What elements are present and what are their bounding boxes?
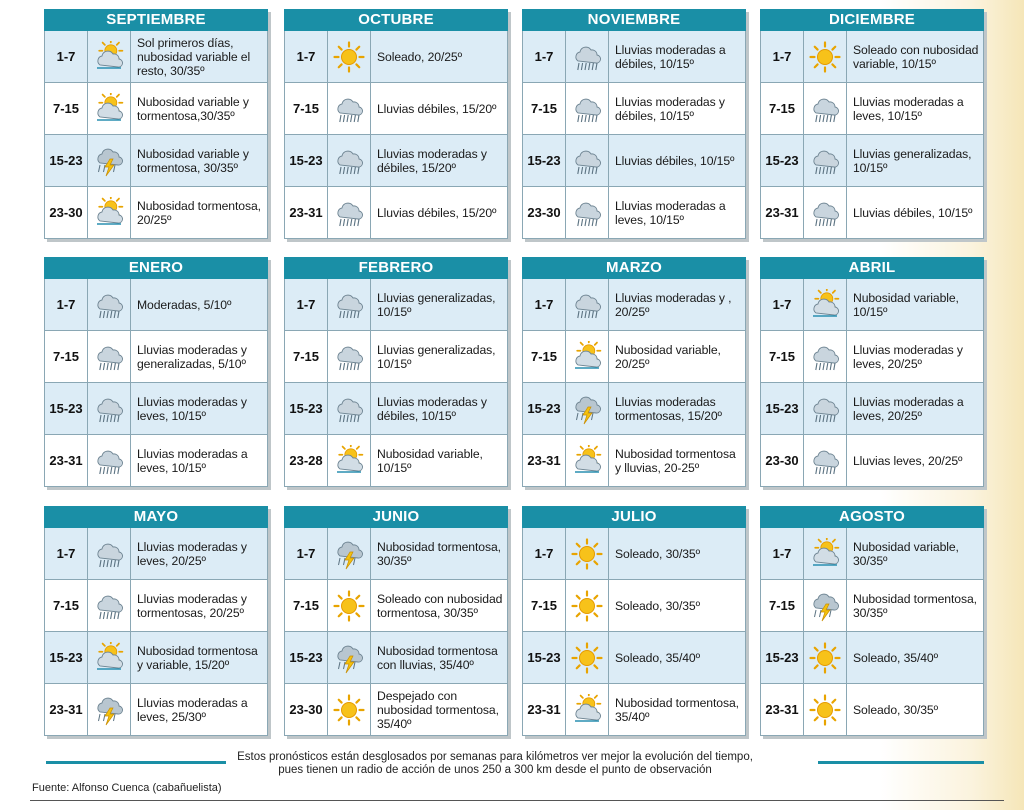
week-days: 7-15	[285, 83, 328, 134]
sun-icon	[566, 528, 609, 579]
partly-cloudy-icon	[566, 331, 609, 382]
week-rows	[760, 31, 984, 239]
week-days: 23-30	[523, 187, 566, 238]
week-days: 1-7	[285, 31, 328, 82]
forecast-text: Nubosidad tormentosa, 30/35º	[377, 539, 501, 568]
partly-cloudy-icon	[88, 31, 131, 82]
week-row	[760, 383, 984, 435]
partly-cloudy-icon	[88, 187, 131, 238]
storm-icon	[88, 135, 131, 186]
week-row	[522, 528, 746, 580]
week-row	[522, 279, 746, 331]
rain-cloud-icon	[328, 83, 371, 134]
week-days: 7-15	[45, 580, 88, 631]
week-days: 23-31	[761, 684, 804, 735]
rain-cloud-icon	[88, 383, 131, 434]
week-days: 1-7	[285, 279, 328, 330]
month-panel-enero	[44, 257, 268, 487]
sun-icon	[804, 684, 847, 735]
forecast-text: Nubosidad tormentosa, 30/35º	[853, 591, 977, 620]
sun-icon	[566, 632, 609, 683]
forecast-text: Nubosidad tormentosa, 35/40º	[615, 695, 739, 724]
week-days: 15-23	[761, 632, 804, 683]
sun-icon	[328, 684, 371, 735]
week-days: 15-23	[523, 632, 566, 683]
week-row	[44, 83, 268, 135]
partly-cloudy-icon	[804, 528, 847, 579]
forecast-text: Lluvias débiles, 10/15º	[615, 153, 735, 168]
rain-cloud-icon	[566, 83, 609, 134]
week-row	[284, 83, 508, 135]
forecast-text: Lluvias moderadas a leves, 20/25º	[853, 394, 964, 423]
month-panel-junio	[284, 506, 508, 736]
week-row	[760, 684, 984, 736]
forecast-text: Soleado, 30/35º	[615, 546, 700, 561]
week-rows	[760, 528, 984, 736]
week-days: 23-30	[761, 435, 804, 486]
forecast-text: Lluvias moderadas a leves, 10/15º	[137, 446, 248, 475]
week-days: 1-7	[523, 528, 566, 579]
week-days: 7-15	[285, 331, 328, 382]
sun-icon	[328, 31, 371, 82]
forecast-text: Lluvias moderadas a leves, 10/15º	[853, 94, 964, 123]
week-row	[284, 632, 508, 684]
partly-cloudy-icon	[328, 435, 371, 486]
forecast-text: Lluvias moderadas y leves, 10/15º	[137, 394, 247, 423]
month-title: MAYO	[44, 506, 268, 528]
partly-cloudy-icon	[566, 435, 609, 486]
forecast-text: Lluvias moderadas tormentosas, 15/20º	[615, 394, 722, 423]
week-days: 7-15	[285, 580, 328, 631]
week-days: 7-15	[45, 83, 88, 134]
week-row	[44, 187, 268, 239]
week-row	[44, 632, 268, 684]
forecast-text: Lluvias débiles, 15/20º	[377, 205, 497, 220]
week-days: 1-7	[761, 528, 804, 579]
week-days: 7-15	[761, 331, 804, 382]
forecast-text: Moderadas, 5/10º	[137, 297, 232, 312]
footer-note	[190, 751, 800, 777]
week-days: 23-28	[285, 435, 328, 486]
week-row	[760, 580, 984, 632]
forecast-text: Lluvias generalizadas, 10/15º	[377, 290, 496, 319]
week-row	[522, 31, 746, 83]
week-row	[284, 135, 508, 187]
forecast-text: Lluvias moderadas y , 20/25º	[615, 290, 732, 319]
week-row	[522, 435, 746, 487]
week-days: 15-23	[523, 383, 566, 434]
week-days: 7-15	[45, 331, 88, 382]
week-row	[760, 435, 984, 487]
week-row	[44, 383, 268, 435]
week-days: 23-31	[285, 187, 328, 238]
forecast-text: Nubosidad variable, 10/15º	[853, 290, 959, 319]
week-row	[760, 31, 984, 83]
month-panel-octubre	[284, 9, 508, 239]
month-title: JUNIO	[284, 506, 508, 528]
sun-icon	[804, 31, 847, 82]
sun-icon	[328, 580, 371, 631]
week-row	[760, 135, 984, 187]
partly-cloudy-icon	[88, 83, 131, 134]
week-rows	[760, 279, 984, 487]
week-rows	[44, 528, 268, 736]
week-row	[44, 135, 268, 187]
week-days: 1-7	[761, 279, 804, 330]
week-days: 1-7	[45, 528, 88, 579]
week-row	[44, 279, 268, 331]
partly-cloudy-icon	[566, 684, 609, 735]
forecast-text: Nubosidad tormentosa y variable, 15/20º	[137, 643, 258, 672]
partly-cloudy-icon	[88, 632, 131, 683]
rain-cloud-icon	[566, 279, 609, 330]
forecast-text: Soleado, 20/25º	[377, 49, 462, 64]
forecast-text: Nubosidad variable, 30/35º	[853, 539, 959, 568]
week-rows	[284, 528, 508, 736]
week-row	[284, 279, 508, 331]
week-days: 23-31	[523, 435, 566, 486]
storm-icon	[88, 684, 131, 735]
week-days: 23-31	[45, 684, 88, 735]
week-row	[44, 580, 268, 632]
week-days: 15-23	[45, 383, 88, 434]
month-title: NOVIEMBRE	[522, 9, 746, 31]
week-row	[522, 83, 746, 135]
week-row	[44, 528, 268, 580]
month-title: FEBRERO	[284, 257, 508, 279]
forecast-text: Sol primeros días, nubosidad variable el resto, 30/35º	[137, 35, 251, 78]
forecast-text: Soleado, 35/40º	[853, 650, 938, 665]
forecast-text: Despejado con nubosidad tormentosa, 35/40º	[377, 688, 499, 731]
month-title: AGOSTO	[760, 506, 984, 528]
forecast-text: Lluvias generalizadas, 10/15º	[377, 342, 496, 371]
week-row	[522, 187, 746, 239]
week-row	[760, 279, 984, 331]
month-title: MARZO	[522, 257, 746, 279]
week-days: 15-23	[285, 632, 328, 683]
week-row	[44, 684, 268, 736]
forecast-text: Lluvias moderadas y leves, 20/25º	[137, 539, 247, 568]
sun-icon	[566, 580, 609, 631]
forecast-text: Nubosidad tormentosa con lluvias, 35/40º	[377, 643, 498, 672]
month-title: DICIEMBRE	[760, 9, 984, 31]
week-rows	[284, 279, 508, 487]
rain-cloud-icon	[328, 331, 371, 382]
week-days: 15-23	[761, 383, 804, 434]
rain-cloud-icon	[88, 435, 131, 486]
rain-cloud-icon	[328, 279, 371, 330]
rain-cloud-icon	[804, 383, 847, 434]
week-days: 1-7	[761, 31, 804, 82]
rain-cloud-icon	[566, 135, 609, 186]
rain-cloud-icon	[804, 135, 847, 186]
forecast-text: Soleado con nubosidad variable, 10/15º	[853, 42, 979, 71]
rain-cloud-icon	[566, 187, 609, 238]
week-days: 23-31	[761, 187, 804, 238]
week-days: 15-23	[45, 135, 88, 186]
forecast-text: Soleado con nubosidad tormentosa, 30/35º	[377, 591, 503, 620]
forecast-text: Soleado, 30/35º	[853, 702, 938, 717]
week-row	[284, 435, 508, 487]
week-rows	[44, 279, 268, 487]
week-row	[284, 684, 508, 736]
week-row	[760, 632, 984, 684]
week-row	[522, 580, 746, 632]
forecast-text: Lluvias generalizadas, 10/15º	[853, 146, 972, 175]
month-panel-noviembre	[522, 9, 746, 239]
week-row	[284, 528, 508, 580]
month-title: SEPTIEMBRE	[44, 9, 268, 31]
forecast-text: Lluvias moderadas y débiles, 15/20º	[377, 146, 487, 175]
week-days: 15-23	[45, 632, 88, 683]
rain-cloud-icon	[88, 528, 131, 579]
week-row	[760, 187, 984, 239]
forecast-text: Nubosidad tormentosa y lluvias, 20-25º	[615, 446, 736, 475]
week-row	[522, 383, 746, 435]
week-rows	[522, 528, 746, 736]
week-row	[44, 31, 268, 83]
week-days: 15-23	[285, 383, 328, 434]
week-row	[760, 528, 984, 580]
week-row	[760, 83, 984, 135]
week-row	[522, 684, 746, 736]
rain-cloud-icon	[804, 435, 847, 486]
forecast-text: Nubosidad tormentosa, 20/25º	[137, 198, 261, 227]
week-row	[284, 331, 508, 383]
rain-cloud-icon	[804, 187, 847, 238]
month-title: JULIO	[522, 506, 746, 528]
week-row	[44, 331, 268, 383]
forecast-text: Lluvias moderadas y leves, 20/25º	[853, 342, 963, 371]
week-days: 1-7	[523, 31, 566, 82]
week-rows	[284, 31, 508, 239]
week-days: 1-7	[285, 528, 328, 579]
week-rows	[522, 31, 746, 239]
week-days: 15-23	[761, 135, 804, 186]
source-credit: Fuente: Alfonso Cuenca (cabañuelista)	[32, 782, 222, 794]
rain-cloud-icon	[804, 83, 847, 134]
month-panel-mayo	[44, 506, 268, 736]
month-panel-septiembre	[44, 9, 268, 239]
rain-cloud-icon	[88, 279, 131, 330]
month-title: OCTUBRE	[284, 9, 508, 31]
week-days: 7-15	[761, 83, 804, 134]
week-days: 23-31	[523, 684, 566, 735]
forecast-text: Soleado, 30/35º	[615, 598, 700, 613]
week-days: 23-30	[285, 684, 328, 735]
forecast-text: Nubosidad variable y tormentosa, 30/35º	[137, 146, 249, 175]
week-rows	[44, 31, 268, 239]
forecast-text: Lluvias moderadas y generalizadas, 5/10º	[137, 342, 247, 371]
week-days: 23-31	[45, 435, 88, 486]
rain-cloud-icon	[328, 383, 371, 434]
storm-icon	[804, 580, 847, 631]
month-panel-diciembre	[760, 9, 984, 239]
forecast-text: Nubosidad variable y tormentosa,30/35º	[137, 94, 249, 123]
week-row	[284, 383, 508, 435]
week-row	[760, 331, 984, 383]
partly-cloudy-icon	[804, 279, 847, 330]
rain-cloud-icon	[88, 580, 131, 631]
forecast-text: Lluvias moderadas y débiles, 10/15º	[377, 394, 487, 423]
week-days: 1-7	[45, 31, 88, 82]
week-days: 1-7	[45, 279, 88, 330]
week-days: 1-7	[523, 279, 566, 330]
rain-cloud-icon	[804, 331, 847, 382]
footer-note-line2: pues tienen un radio de acción de unos 250 a 300 km desde el punto de observación	[278, 764, 712, 776]
month-panel-agosto	[760, 506, 984, 736]
rain-cloud-icon	[566, 31, 609, 82]
forecast-text: Lluvias moderadas a leves, 25/30º	[137, 695, 248, 724]
forecast-text: Lluvias moderadas y tormentosas, 20/25º	[137, 591, 247, 620]
week-row	[284, 187, 508, 239]
month-panel-julio	[522, 506, 746, 736]
forecast-text: Nubosidad variable, 20/25º	[615, 342, 721, 371]
storm-icon	[328, 528, 371, 579]
forecast-text: Lluvias moderadas y débiles, 10/15º	[615, 94, 725, 123]
forecast-text: Nubosidad variable, 10/15º	[377, 446, 483, 475]
month-title: ABRIL	[760, 257, 984, 279]
week-row	[522, 135, 746, 187]
storm-icon	[566, 383, 609, 434]
rain-cloud-icon	[328, 187, 371, 238]
week-days: 15-23	[285, 135, 328, 186]
month-panel-febrero	[284, 257, 508, 487]
rain-cloud-icon	[328, 135, 371, 186]
week-days: 15-23	[523, 135, 566, 186]
week-days: 23-30	[45, 187, 88, 238]
month-panel-marzo	[522, 257, 746, 487]
bottom-rule	[30, 800, 1004, 801]
rain-cloud-icon	[88, 331, 131, 382]
forecast-text: Lluvias moderadas a leves, 10/15º	[615, 198, 726, 227]
week-row	[284, 580, 508, 632]
week-row	[44, 435, 268, 487]
storm-icon	[328, 632, 371, 683]
week-days: 7-15	[523, 580, 566, 631]
week-row	[522, 632, 746, 684]
month-title: ENERO	[44, 257, 268, 279]
week-row	[284, 31, 508, 83]
forecast-text: Soleado, 35/40º	[615, 650, 700, 665]
forecast-text: Lluvias débiles, 10/15º	[853, 205, 973, 220]
forecast-text: Lluvias débiles, 15/20º	[377, 101, 497, 116]
week-row	[522, 331, 746, 383]
week-days: 7-15	[523, 83, 566, 134]
week-days: 7-15	[761, 580, 804, 631]
footer-note-line1: Estos pronósticos están desglosados por semanas para kilómetros ver mejor la evolución del tiempo,	[237, 751, 753, 763]
forecast-text: Lluvias leves, 20/25º	[853, 453, 963, 468]
sun-icon	[804, 632, 847, 683]
week-rows	[522, 279, 746, 487]
forecast-text: Lluvias moderadas a débiles, 10/15º	[615, 42, 726, 71]
footer-divider-right	[818, 761, 984, 764]
week-days: 7-15	[523, 331, 566, 382]
month-panel-abril	[760, 257, 984, 487]
